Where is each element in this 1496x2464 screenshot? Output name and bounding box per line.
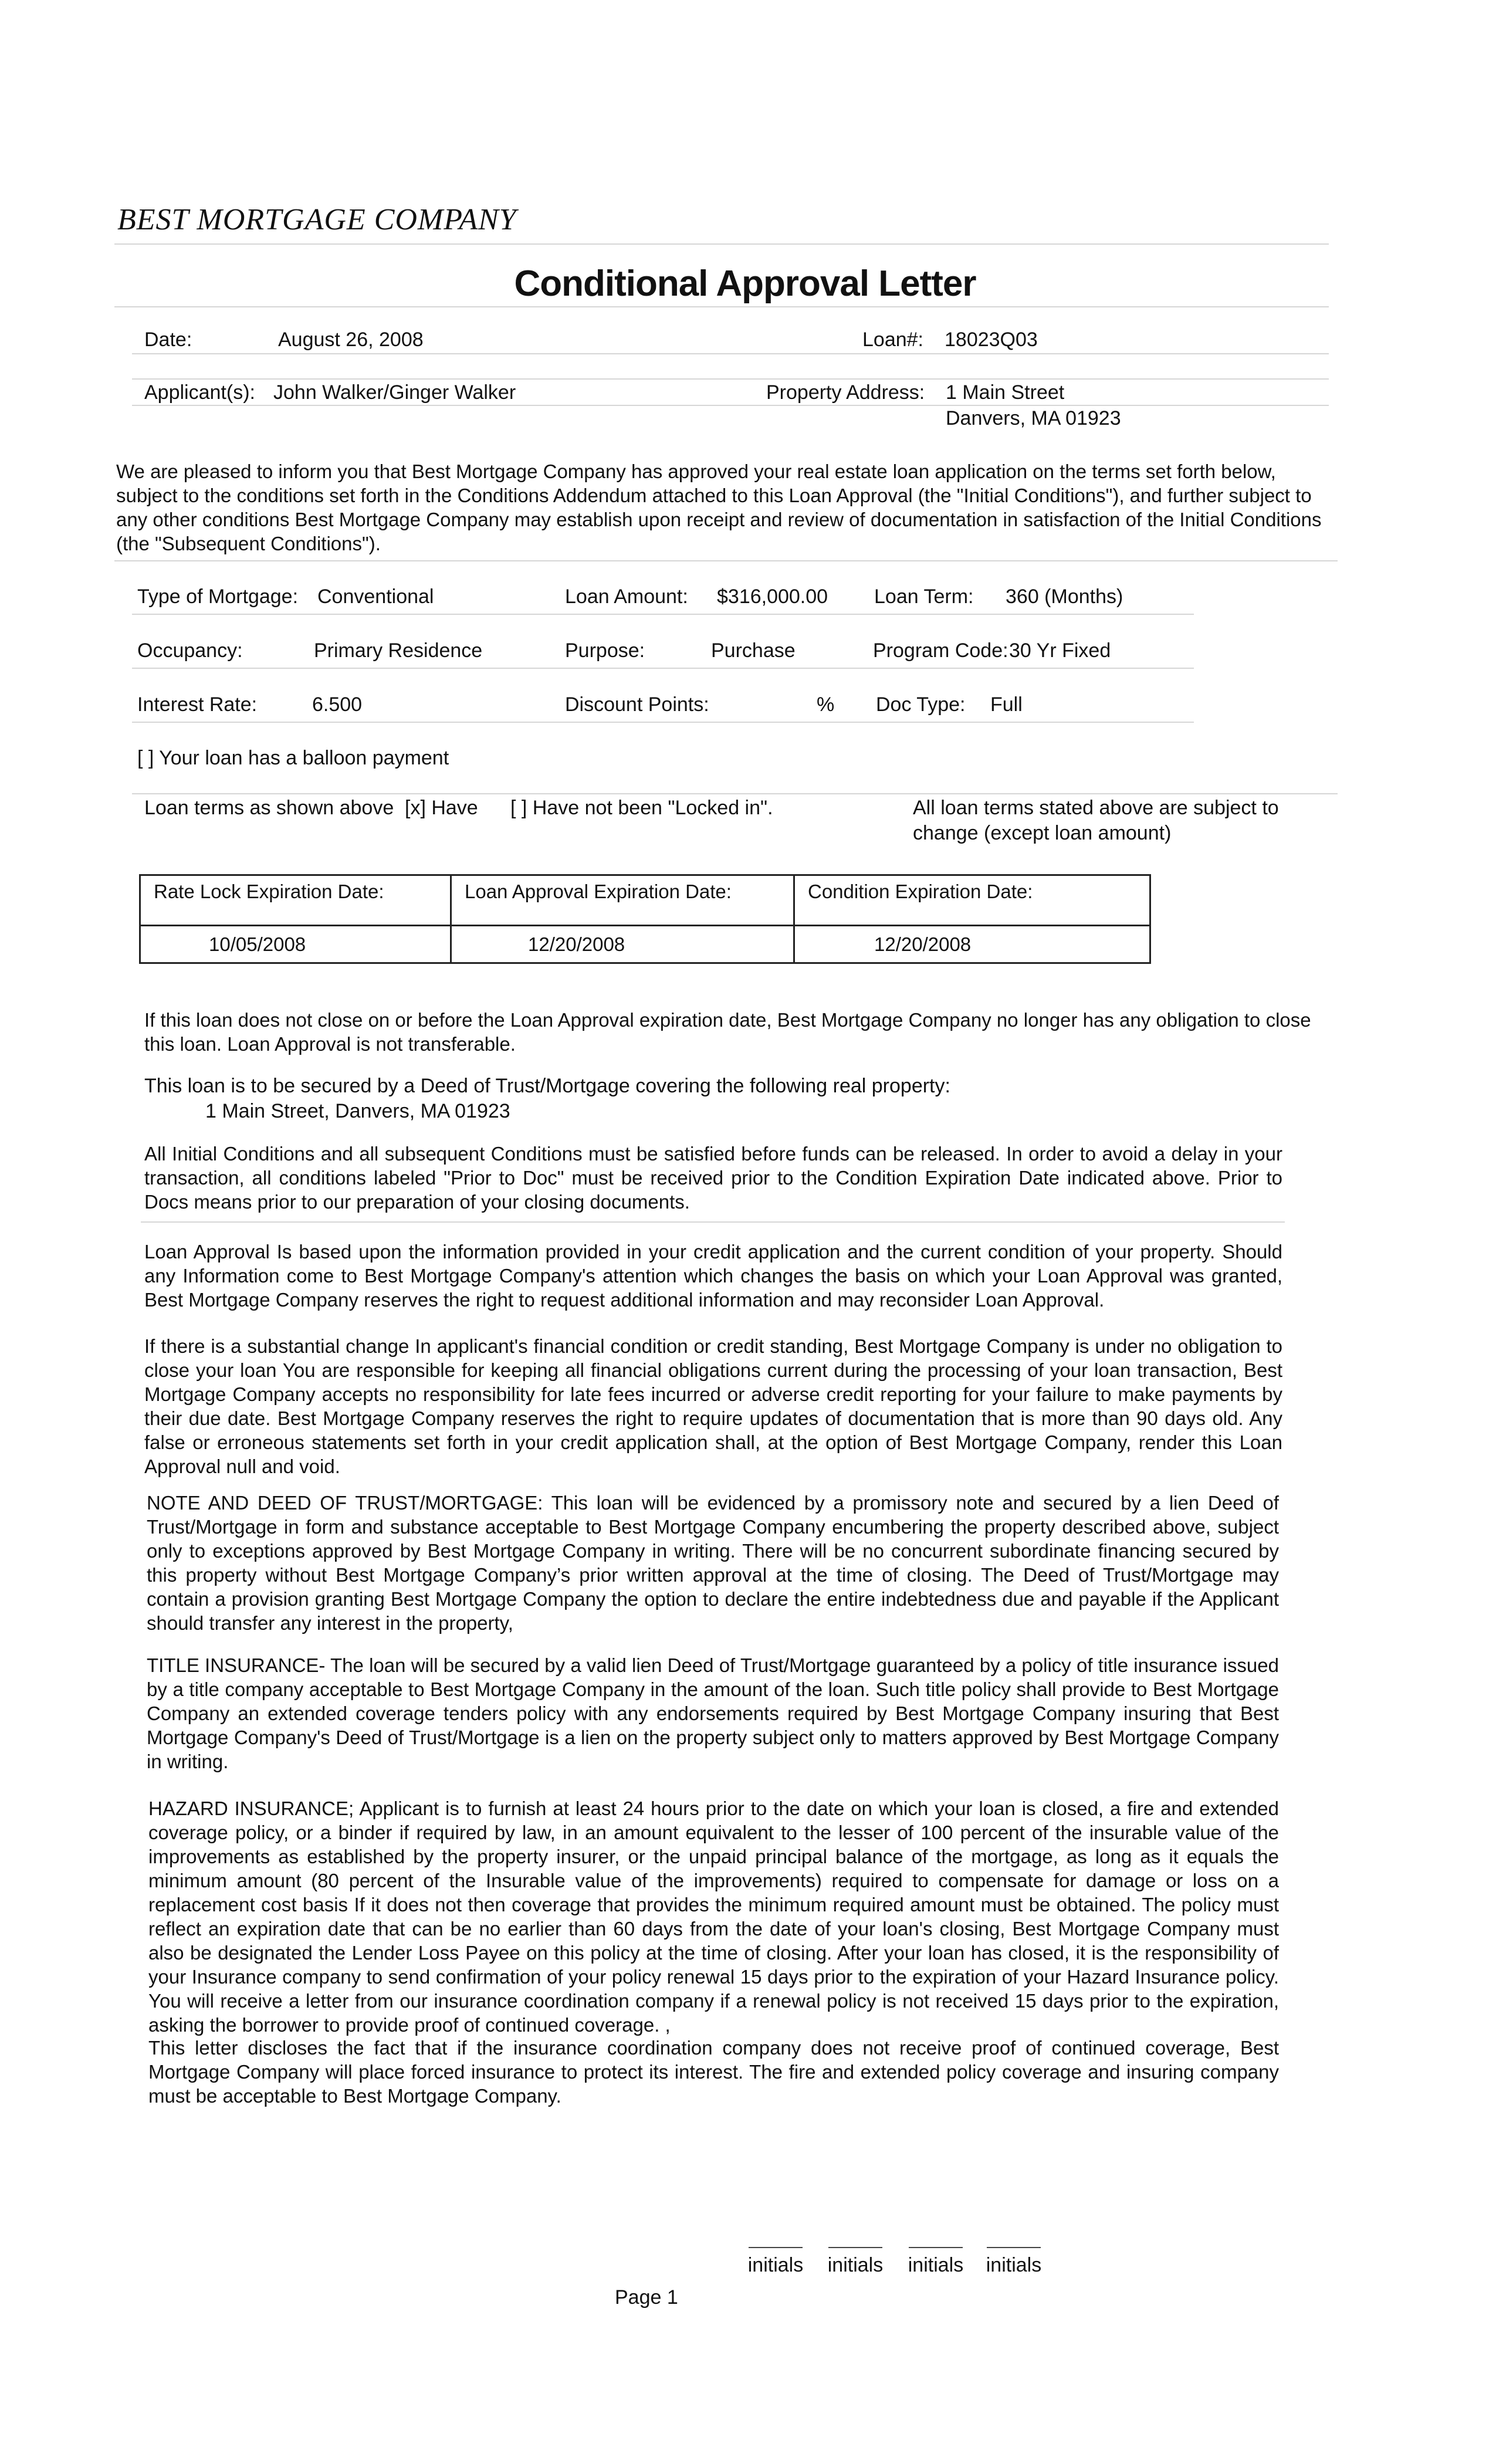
conditions-paragraph: All Initial Conditions and all subsequent Conditions must be satisfied before funds can be released. In order to avoid a delay in your transaction, all conditions labeled "Prior to Doc" must be received prior to the Condition Expiration Date indicated above. Prior to Docs means prior to our preparation of your closing documents. [144, 1143, 1282, 1213]
loan-number-label: Loan#: [862, 329, 923, 351]
loan-approval-expiration-date: 12/20/2008 [451, 926, 794, 963]
purpose-label: Purpose: [565, 639, 645, 662]
table-header-row [140, 875, 1150, 926]
intro-paragraph: We are pleased to inform you that Best Mortgage Company has approved your real estate loan application on the terms set forth below, subject to the conditions set forth in the Conditions Addendum attached to this Loan Approval (the "Initial Conditions"), and further subject to any other conditions Best Mortgage Company may establish upon receipt and review of documentation in satisfaction of the Initial Conditions (the "Subsequent Conditions"). [116, 461, 1322, 554]
divider [141, 1221, 1285, 1223]
date-value: August 26, 2008 [278, 329, 424, 351]
loan-approval-expiration-header: Loan Approval Expiration Date: [451, 875, 794, 926]
terms-subject-note-line1: All loan terms stated above are subject to [913, 797, 1279, 819]
divider [132, 378, 1329, 380]
initials-field[interactable] [984, 2247, 1043, 2277]
divider [132, 793, 1338, 794]
balloon-checkbox[interactable]: [ ] Your loan has a balloon payment [137, 747, 449, 769]
disclosure-paragraph: This letter discloses the fact that if the insurance coordination company does not receive proof of continued coverage, Best Mortgage Company will place forced insurance to protect its interest. The fire and extended policy coverage and insuring company must be acceptable to Best Mortgage Company. [148, 2037, 1279, 2107]
interest-rate-value: 6.500 [312, 693, 363, 716]
condition-expiration-header: Condition Expiration Date: [794, 875, 1150, 926]
expiration-dates-table [139, 874, 1151, 964]
divider [132, 614, 1194, 615]
terms-subject-note-line2: change (except loan amount) [913, 822, 1172, 844]
program-code-value: 30 Yr Fixed [1009, 639, 1111, 662]
financial-change-paragraph: If there is a substantial change In applicant's financial condition or credit standing, Best Mortgage Company is under no obligation to close your loan You are responsible for keeping all financial obligations current during the processing of your loan transaction, Best Mortgage Company accepts no responsibility for late fees incurred or adverse credit reporting for your failure to make payments by their due date. Best Mortgage Company reserves the right to require updates of documentation that is more than 90 days old. Any false or erroneous statements set forth in your credit application shall, at the option of Best Mortgage Company, render this Loan Approval null and void. [144, 1335, 1282, 1477]
date-label: Date: [144, 329, 192, 351]
loan-amount-label: Loan Amount: [565, 585, 688, 608]
divider [114, 560, 1338, 561]
company-name: BEST MORTGAGE COMPANY [117, 203, 517, 236]
loan-number-value: 18023Q03 [945, 329, 1038, 351]
doc-type-label: Doc Type: [876, 693, 966, 716]
secured-address: 1 Main Street, Danvers, MA 01923 [205, 1100, 510, 1122]
locked-have-checkbox[interactable]: [x] Have [405, 797, 478, 819]
property-address-line1: 1 Main Street [946, 381, 1065, 404]
note-deed-paragraph: NOTE AND DEED OF TRUST/MORTGAGE: This loan will be evidenced by a promissory note and secured by a lien Deed of Trust/Mortgage in form and substance acceptable to Best Mortgage Company encumbering the property described above, subject only to exceptions approved by Best Mortgage Company in writing. There will be no concurrent subordinate financing secured by this property without Best Mortgage Company’s prior written approval at the time of closing. The Deed of Trust/Mortgage may contain a provision granting Best Mortgage Company the option to declare the entire indebtedness due and payable if the Applicant should transfer any interest in the property, [147, 1492, 1279, 1634]
mortgage-type-label: Type of Mortgage: [137, 585, 299, 608]
initials-label: initials [827, 2254, 884, 2276]
title-insurance-paragraph: TITLE INSURANCE- The loan will be secured by a valid lien Deed of Trust/Mortgage guaranteed by a policy of title insurance issued by a title company acceptable to Best Mortgage Company in the amount of the loan. Such title policy shall provide to Best Mortgage Company an extended coverage tenders policy with any endorsements required by Best Mortgage Company insuring that Best Mortgage Company's Deed of Trust/Mortgage is a lien on the property subject only to matters approved by Best Mortgage Company in writing. [147, 1654, 1279, 1772]
interest-rate-label: Interest Rate: [137, 693, 258, 716]
loan-amount-value: $316,000.00 [717, 585, 828, 608]
property-address-label: Property Address: [766, 381, 925, 404]
mortgage-type-value: Conventional [317, 585, 434, 608]
initials-field[interactable] [826, 2247, 885, 2277]
purpose-value: Purchase [711, 639, 796, 662]
divider [132, 405, 1329, 406]
occupancy-value: Primary Residence [314, 639, 483, 662]
property-address-line2: Danvers, MA 01923 [946, 407, 1121, 429]
divider [132, 353, 1329, 354]
program-code-label: Program Code: [873, 639, 1008, 662]
table-value-row [140, 926, 1150, 963]
hazard-insurance-paragraph: HAZARD INSURANCE; Applicant is to furnish at least 24 hours prior to the date on which your loan is closed, a fire and extended coverage policy, or a binder if required by law, in an amount equivalent to the lesser of 100 percent of the insurable value of the improvements as established by the property insurer, or the unpaid principal balance of the mortgage, as long as it equals the minimum amount (80 percent of the Insurable value of the improvements) required to compensate for damage or loss on a replacement cost basis If it does not then coverage that provides the minimum required amount must be obtained. The policy must reflect an expiration date that can be no earlier than 60 days from the date of your loan's closing, Best Mortgage Company must also be designated the Lender Loss Payee on this policy at the time of closing. After your loan has closed, it is the responsibility of your Insurance company to send confirmation of your policy renewal 15 days prior to the expiration of your Hazard Insurance policy. You will receive a letter from our insurance coordination company if a renewal policy is not received 15 days prior to the expiration, asking the borrower to provide proof of continued coverage. , [148, 1798, 1279, 2036]
applicant-value: John Walker/Ginger Walker [273, 381, 516, 404]
page-number: Page 1 [615, 2286, 678, 2309]
discount-points-unit: % [817, 693, 835, 716]
divider [132, 722, 1194, 723]
condition-expiration-date: 12/20/2008 [794, 926, 1150, 963]
applicant-label: Applicant(s): [144, 381, 255, 404]
initials-label: initials [747, 2254, 804, 2276]
lock-terms-label: Loan terms as shown above [144, 797, 394, 819]
approval-basis-paragraph: Loan Approval Is based upon the information provided in your credit application and the current condition of your property. Should any Information come to Best Mortgage Company's attention which changes the basis on which your Loan Approval was granted, Best Mortgage Company reserves the right to request additional information and may reconsider Loan Approval. [144, 1241, 1282, 1311]
page-title: Conditional Approval Letter [514, 263, 976, 304]
discount-points-label: Discount Points: [565, 693, 709, 716]
initials-label: initials [908, 2254, 964, 2276]
locked-not-checkbox[interactable]: [ ] Have not been "Locked in". [510, 797, 773, 819]
loan-term-value: 360 (Months) [1006, 585, 1123, 608]
rate-lock-expiration-header: Rate Lock Expiration Date: [140, 875, 451, 926]
divider [114, 306, 1329, 307]
divider [114, 243, 1329, 245]
rate-lock-expiration-date: 10/05/2008 [140, 926, 451, 963]
loan-term-label: Loan Term: [874, 585, 974, 608]
divider [132, 668, 1194, 669]
initials-field[interactable] [746, 2247, 805, 2277]
occupancy-label: Occupancy: [137, 639, 243, 662]
initials-label: initials [986, 2254, 1042, 2276]
initials-field[interactable] [906, 2247, 965, 2277]
secured-paragraph: This loan is to be secured by a Deed of Trust/Mortgage covering the following real property: [144, 1075, 950, 1097]
close-paragraph: If this loan does not close on or before the Loan Approval expiration date, Best Mortgage Company no longer has any obligation to close this loan. Loan Approval is not transferable. [144, 1009, 1311, 1055]
doc-type-value: Full [990, 693, 1023, 716]
